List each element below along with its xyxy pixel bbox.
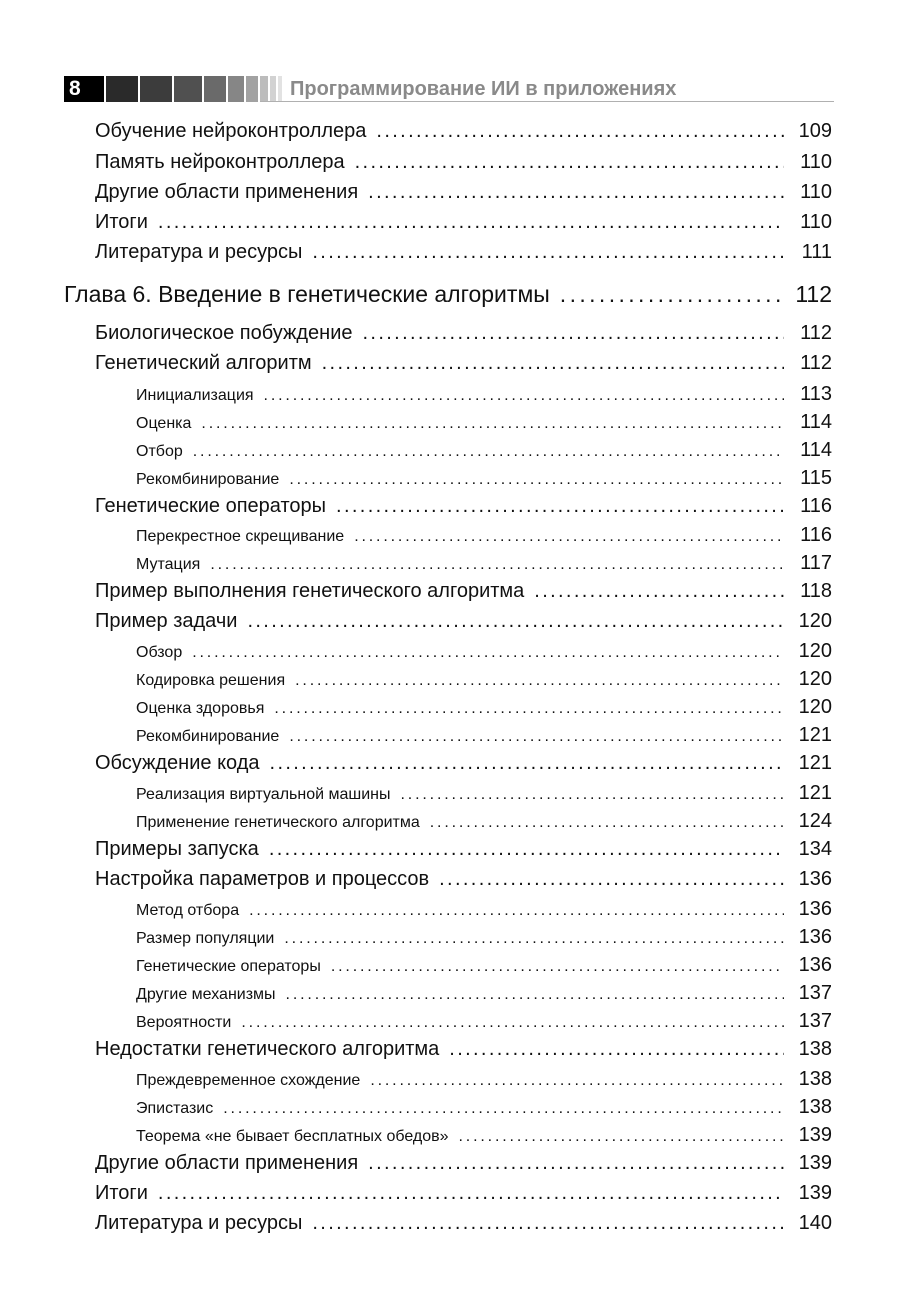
toc-entry-title: Пример задачи — [95, 610, 238, 632]
toc-entry-title: Обзор — [136, 644, 183, 661]
toc-entry-title: Генетический алгоритм — [95, 352, 312, 374]
toc-entry-title: Итоги — [95, 211, 148, 233]
dot-leader — [322, 352, 784, 375]
toc-entry-page-number: 117 — [800, 552, 832, 574]
page-number: 8 — [64, 76, 104, 102]
toc-entry-section[interactable] — [95, 1038, 832, 1061]
toc-entry-section[interactable] — [95, 181, 832, 204]
toc-entry-page-number: 110 — [800, 181, 832, 203]
toc-entry-page-number: 120 — [798, 610, 832, 632]
toc-entry-title: Реализация виртуальной машины — [136, 786, 391, 803]
toc-entry-section[interactable] — [95, 1182, 832, 1205]
book-title: Программирование ИИ в приложениях — [290, 78, 677, 100]
toc-entry-section[interactable] — [95, 211, 832, 234]
toc-entry-page-number: 121 — [798, 782, 832, 804]
dot-leader — [368, 181, 784, 204]
toc-entry-title: Другие механизмы — [136, 986, 276, 1003]
toc-entry-page-number: 121 — [798, 752, 832, 774]
dot-leader — [289, 728, 784, 746]
toc-entry-title: Обсуждение кода — [95, 752, 260, 774]
toc-entry-sub[interactable] — [136, 810, 832, 833]
toc-entry-sub[interactable] — [136, 898, 832, 921]
toc-entry-section[interactable] — [95, 1152, 832, 1175]
dot-leader — [401, 786, 785, 804]
toc-entry-section[interactable] — [95, 151, 832, 174]
dot-leader — [249, 902, 784, 920]
toc-entry-page-number: 112 — [800, 352, 832, 374]
dot-leader — [284, 930, 784, 948]
toc-entry-page-number: 120 — [798, 696, 832, 718]
toc-entry-title: Кодировка решения — [136, 672, 286, 689]
toc-entry-title: Оценка — [136, 415, 192, 432]
dot-leader — [363, 322, 785, 345]
dot-leader — [459, 1128, 784, 1146]
dot-leader — [370, 1072, 784, 1090]
dot-leader — [269, 838, 784, 861]
toc-entry-title: Перекрестное скрещивание — [136, 528, 345, 545]
toc-entry-sub[interactable] — [136, 668, 832, 691]
dot-leader — [210, 556, 784, 574]
toc-entry-title: Рекомбинирование — [136, 471, 280, 488]
toc-entry-title: Вероятности — [136, 1014, 232, 1031]
toc-entry-page-number: 120 — [798, 668, 832, 690]
dot-leader — [295, 672, 784, 690]
toc-entry-page-number: 138 — [798, 1096, 832, 1118]
toc-entry-page-number: 114 — [800, 439, 832, 461]
toc-entry-sub[interactable] — [136, 1124, 832, 1147]
toc-entry-section[interactable] — [95, 868, 832, 891]
toc-entry-title: Рекомбинирование — [136, 728, 280, 745]
dot-leader — [560, 281, 784, 308]
dot-leader — [449, 1038, 784, 1061]
dot-leader — [158, 1182, 784, 1205]
running-header — [64, 76, 834, 102]
toc-entry-title: Теорема «не бывает бесплатных обедов» — [136, 1128, 449, 1145]
toc-entry-page-number: 139 — [798, 1152, 832, 1174]
toc-entry-sub[interactable] — [136, 696, 832, 719]
toc-entry-page-number: 137 — [798, 982, 832, 1004]
dot-leader — [241, 1014, 784, 1032]
toc-entry-page-number: 115 — [800, 467, 832, 489]
toc-entry-page-number: 116 — [800, 524, 832, 546]
dot-leader — [270, 752, 784, 775]
toc-entry-title: Инициализация — [136, 387, 254, 404]
toc-entry-title: Оценка здоровья — [136, 700, 265, 717]
toc-entry-page-number: 110 — [800, 211, 832, 233]
dot-leader — [312, 241, 784, 264]
toc-entry-sub[interactable] — [136, 383, 832, 406]
toc-entry-section[interactable] — [95, 352, 832, 375]
toc-entry-title: Биологическое побуждение — [95, 322, 353, 344]
toc-entry-page-number: 110 — [800, 151, 832, 173]
toc-entry-page-number: 118 — [800, 580, 832, 602]
toc-entry-title: Недостатки генетического алгоритма — [95, 1038, 440, 1060]
dot-leader — [264, 387, 784, 405]
dot-leader — [312, 1212, 784, 1235]
dot-leader — [354, 528, 784, 546]
toc-entry-title: Глава 6. Введение в генетические алгоритмы — [64, 281, 550, 307]
toc-entry-section[interactable] — [95, 610, 832, 633]
toc-entry-title: Эпистазис — [136, 1100, 214, 1117]
toc-entry-title: Литература и ресурсы — [95, 241, 303, 263]
toc-entry-page-number: 139 — [798, 1182, 832, 1204]
dot-leader — [193, 443, 784, 461]
toc-entry-title: Пример выполнения генетического алгоритма — [95, 580, 525, 602]
toc-entry-chapter[interactable] — [64, 281, 832, 308]
toc-entry-sub[interactable] — [136, 1068, 832, 1091]
toc-entry-page-number: 139 — [798, 1124, 832, 1146]
dot-leader — [534, 580, 784, 603]
toc-entry-sub[interactable] — [136, 954, 832, 977]
toc-entry-title: Генетические операторы — [136, 958, 321, 975]
toc-entry-page-number: 120 — [798, 640, 832, 662]
toc-entry-section[interactable] — [95, 838, 832, 861]
dot-leader — [289, 471, 784, 489]
dot-leader — [368, 1152, 784, 1175]
toc-entry-sub[interactable] — [136, 552, 832, 575]
toc-entry-sub[interactable] — [136, 1096, 832, 1119]
toc-entry-page-number: 124 — [798, 810, 832, 832]
toc-entry-page-number: 109 — [798, 120, 832, 142]
toc-entry-page-number: 113 — [800, 383, 832, 405]
toc-entry-title: Литература и ресурсы — [95, 1212, 303, 1234]
dot-leader — [286, 986, 784, 1004]
toc-entry-title: Преждевременное схождение — [136, 1072, 361, 1089]
toc-entry-sub[interactable] — [136, 640, 832, 663]
toc-entry-page-number: 136 — [798, 954, 832, 976]
toc-entry-page-number: 136 — [798, 898, 832, 920]
toc-entry-section[interactable] — [95, 1212, 832, 1235]
toc-entry-section[interactable] — [95, 322, 832, 345]
toc-entry-page-number: 134 — [798, 838, 832, 860]
toc-entry-sub[interactable] — [136, 524, 832, 547]
toc-entry-title: Метод отбора — [136, 902, 240, 919]
toc-entry-page-number: 116 — [800, 495, 832, 517]
toc-entry-sub[interactable] — [136, 467, 832, 490]
dot-leader — [430, 814, 784, 832]
toc-entry-page-number: 136 — [798, 926, 832, 948]
dot-leader — [355, 151, 784, 174]
toc-entry-sub[interactable] — [136, 724, 832, 747]
dot-leader — [192, 644, 784, 662]
toc-entry-section[interactable] — [95, 241, 832, 264]
toc-entry-title: Размер популяции — [136, 930, 275, 947]
dot-leader — [376, 120, 784, 143]
toc-entry-sub[interactable] — [136, 1010, 832, 1033]
dot-leader — [274, 700, 784, 718]
toc-entry-page-number: 136 — [798, 868, 832, 890]
toc-entry-page-number: 114 — [800, 411, 832, 433]
toc-entry-title: Настройка параметров и процессов — [95, 868, 430, 890]
toc-entry-sub[interactable] — [136, 926, 832, 949]
toc-entry-sub[interactable] — [136, 982, 832, 1005]
toc-entry-page-number: 140 — [798, 1212, 832, 1234]
toc-entry-title: Другие области применения — [95, 1152, 359, 1174]
toc-entry-page-number: 137 — [798, 1010, 832, 1032]
toc-entry-sub[interactable] — [136, 439, 832, 462]
dot-leader — [223, 1100, 784, 1118]
toc-entry-title: Память нейроконтроллера — [95, 151, 345, 173]
dot-leader — [439, 868, 784, 891]
toc-entry-page-number: 112 — [800, 322, 832, 344]
toc-entry-page-number: 138 — [798, 1068, 832, 1090]
toc-entry-page-number: 121 — [798, 724, 832, 746]
dot-leader — [158, 211, 784, 234]
dot-leader — [201, 415, 784, 433]
toc-entry-title: Генетические операторы — [95, 495, 327, 517]
toc-entry-page-number: 138 — [798, 1038, 832, 1060]
dot-leader — [247, 610, 784, 633]
toc-entry-title: Итоги — [95, 1182, 148, 1204]
header-divider — [260, 101, 834, 102]
toc-entry-page-number: 111 — [801, 241, 832, 263]
dot-leader — [331, 958, 784, 976]
toc-entry-title: Обучение нейроконтроллера — [95, 120, 367, 142]
toc-entry-section[interactable] — [95, 580, 832, 603]
toc-entry-title: Отбор — [136, 443, 183, 460]
toc-entry-page-number: 112 — [795, 281, 832, 307]
toc-entry-title: Мутация — [136, 556, 201, 573]
toc-entry-title: Другие области применения — [95, 181, 359, 203]
toc-entry-sub[interactable] — [136, 411, 832, 434]
toc-entry-section[interactable] — [95, 752, 832, 775]
toc-entry-title: Примеры запуска — [95, 838, 259, 860]
toc-entry-section[interactable] — [95, 495, 832, 518]
toc-entry-title: Применение генетического алгоритма — [136, 814, 420, 831]
dot-leader — [336, 495, 784, 518]
toc-entry-sub[interactable] — [136, 782, 832, 805]
toc-entry-section[interactable] — [95, 120, 832, 143]
